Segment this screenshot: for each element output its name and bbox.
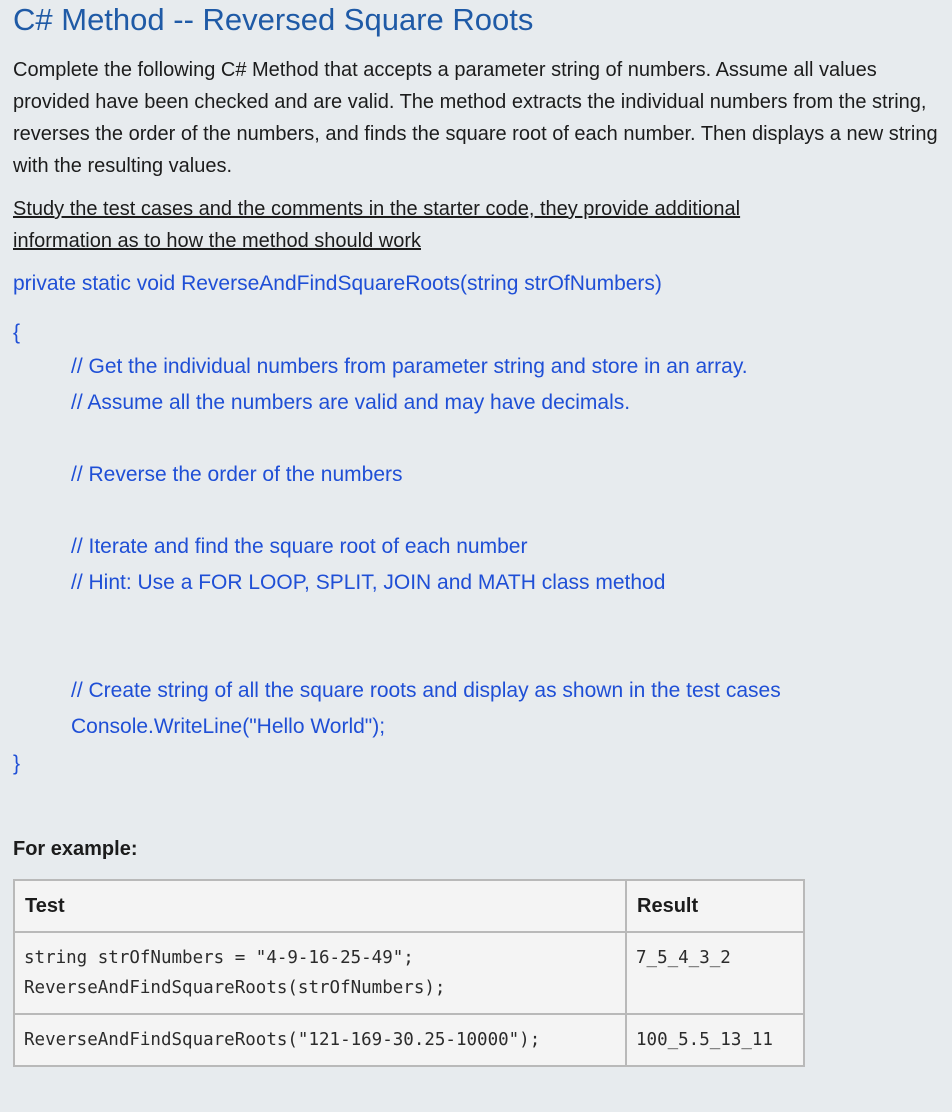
code-comment-assume-valid: // Assume all the numbers are valid and may have decimals. — [71, 391, 631, 414]
question-title: C# Method -- Reversed Square Roots — [13, 2, 534, 37]
code-comment-get-numbers: // Get the individual numbers from parameter string and store in an array. — [71, 355, 748, 378]
method-signature: private static void ReverseAndFindSquareRoots(string strOfNumbers) — [13, 272, 662, 295]
code-comment-create-string: // Create string of all the square roots and display as shown in the test cases — [71, 679, 781, 702]
close-brace: } — [13, 752, 21, 775]
test-code-line: string strOfNumbers = "4-9-16-25-49"; — [24, 948, 414, 968]
code-statement-writeline: Console.WriteLine("Hello World"); — [71, 715, 386, 738]
code-comment-hint: // Hint: Use a FOR LOOP, SPLIT, JOIN and MATH class method — [71, 571, 666, 594]
header-result: Result — [626, 880, 804, 932]
test-cases-table — [13, 879, 805, 1067]
study-note: Study the test cases and the comments in the starter code, they provide additional information as to how the method should work — [13, 198, 741, 252]
question-description: Complete the following C# Method that accepts a parameter string of numbers. Assume all values provided have been checked and are valid. The method extracts the individual numbers from the string, reverses the order of the numbers, and finds the square root of each number. Then displays a new string with the resulting values. — [13, 59, 938, 177]
test-code-line: ReverseAndFindSquareRoots(strOfNumbers); — [24, 978, 446, 998]
table-header-row — [14, 880, 804, 932]
code-comment-reverse: // Reverse the order of the numbers — [71, 463, 403, 486]
header-test: Test — [14, 880, 626, 932]
result-cell — [626, 932, 804, 1014]
examples-label: For example: — [13, 838, 138, 860]
table-row — [14, 1014, 804, 1066]
open-brace: { — [13, 321, 21, 344]
test-cell — [14, 1014, 626, 1066]
test-code-line: ReverseAndFindSquareRoots("121-169-30.25-10000"); — [24, 1030, 541, 1050]
result-cell — [626, 1014, 804, 1066]
test-cell — [14, 932, 626, 1014]
table-row — [14, 932, 804, 1014]
result-value: 100_5.5_13_11 — [636, 1030, 773, 1050]
code-comment-iterate: // Iterate and find the square root of each number — [71, 535, 528, 558]
result-value: 7_5_4_3_2 — [636, 948, 731, 968]
